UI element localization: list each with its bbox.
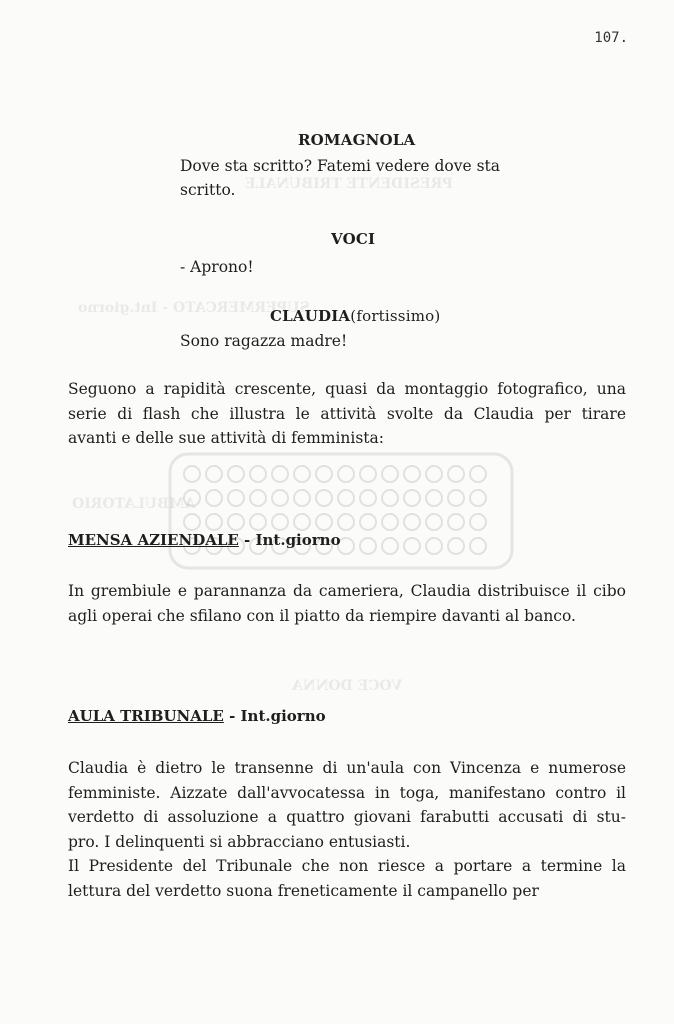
paragraph-line: In grembiule e parannanza da cameriera, Claudia distribuisce il cibo <box>68 582 626 600</box>
scene-time: Int.giorno <box>255 531 341 549</box>
scene-place: MENSA AZIENDALE <box>68 531 239 549</box>
speaker-voci: VOCI <box>331 230 376 248</box>
paragraph-line: Claudia è dietro le transenne di un'aula con Vincenza e numerose <box>68 759 626 777</box>
intro-paragraph <box>68 377 626 451</box>
dialogue-line: Sono ragazza madre! <box>180 332 348 350</box>
bleed-through-speaker: VOCE DONNA <box>292 678 403 694</box>
paragraph-line: Il Presidente del Tribunale che non riesce a portare a termine la <box>68 857 626 875</box>
paragraph-line: avanti e delle sue attività di femminista: <box>68 429 385 447</box>
paragraph-line: lettura del verdetto suona freneticamente il campanello per <box>68 881 539 900</box>
paragraph-line: femministe. Aizzate dall'avvocatessa in toga, manifestano contro il <box>68 783 626 802</box>
dialogue-line: Dove sta scritto? Fatemi vedere dove sta <box>180 157 500 175</box>
scene-text-mensa <box>68 579 626 628</box>
scene-heading-mensa <box>68 531 341 549</box>
bleed-through-scene-2: AMBULATORIO <box>72 496 196 512</box>
paragraph-line: verdetto di assoluzione a quattro giovani farabutti accusati di stu- <box>68 808 626 826</box>
bleed-through-scene: SUPERMERCATO - Int.giorno <box>78 300 310 316</box>
paragraph-line: pro. I delinquenti si abbracciano entusiasti. <box>68 832 411 851</box>
paragraph-line: agli operai che sfilano con il piatto da riempire davanti al banco. <box>68 606 576 625</box>
dialogue-romagnola <box>180 154 540 202</box>
stage-direction: (fortissimo) <box>350 307 441 325</box>
scene-place: AULA TRIBUNALE <box>68 707 224 725</box>
scene-text-aula <box>68 756 626 903</box>
speaker-name: CLAUDIA <box>270 307 351 325</box>
scene-separator: - <box>223 707 241 725</box>
dialogue-claudia <box>180 329 540 353</box>
paragraph-line: serie di flash che illustra le attività svolte da Claudia per tirare <box>68 404 626 423</box>
speaker-romagnola: ROMAGNOLA <box>298 131 416 149</box>
dialogue-voci <box>180 255 540 279</box>
speaker-claudia <box>270 307 440 325</box>
dialogue-line: - Aprono! <box>180 258 254 276</box>
scene-time: Int.giorno <box>240 707 326 725</box>
dialogue-line: scritto. <box>180 181 236 199</box>
bleed-through-heading: PRESIDENTE TRIBUNALE <box>245 176 453 192</box>
page-number: 107. <box>594 30 628 46</box>
paragraph-line: Seguono a rapidità crescente, quasi da montaggio fotografico, una <box>68 380 626 398</box>
watermark-stamp <box>168 452 514 570</box>
scene-separator: - <box>238 531 256 549</box>
scene-heading-aula <box>68 707 326 725</box>
